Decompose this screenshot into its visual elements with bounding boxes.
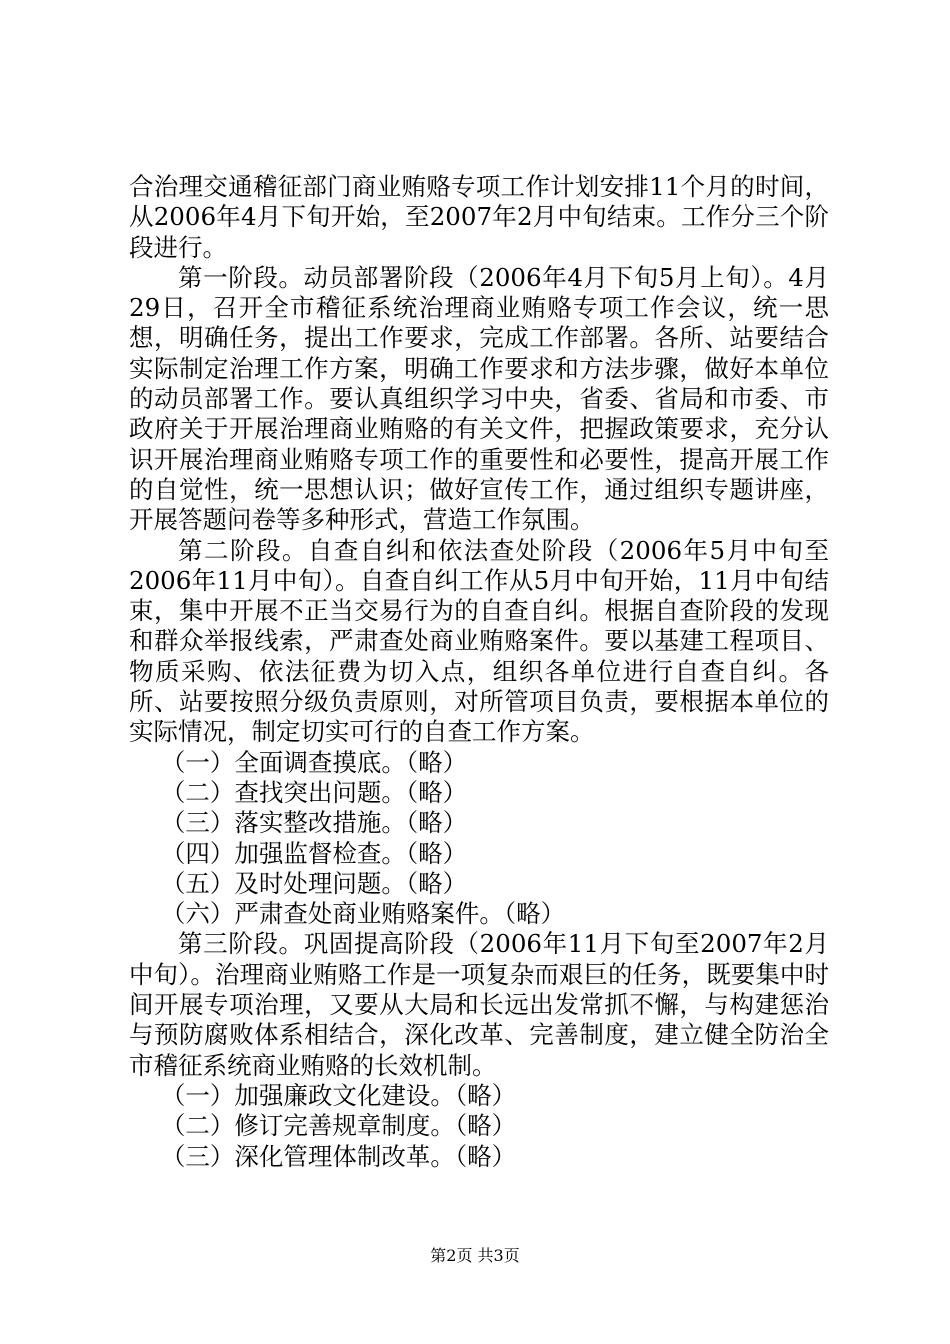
stage2-item: （五）及时处理问题。（略） [160, 868, 468, 898]
stage2-item: （六）严肃查处商业贿赂案件。（略） [160, 899, 566, 929]
stage3-paragraph: 第三阶段。巩固提高阶段（2006年11月下旬至2007年2月中旬）。治理商业贿赂工作是一项复杂而艰巨的任务，既要集中时间开展专项治理，又要从大局和长远出发常抓不懈，与构建惩治与预防腐败体系相结合，深化改革、完善制度，建立健全防治全市稽征系统商业贿赂的长效机制。 [129, 929, 829, 1080]
stage2-paragraph: 第二阶段。自查自纠和依法查处阶段（2006年5月中旬至2006年11月中旬）。自查自纠工作从5月中旬开始，11月中旬结束，集中开展不正当交易行为的自查自纠。根据自查阶段的发现和群众举报线索，严肃查处商业贿赂案件。要以基建工程项目、物质采购、依法征费为切入点，组织各单位进行自查自纠。各所、站要按照分级负责原则，对所管项目负责，要根据本单位的实际情况，制定切实可行的自查工作方案。 [129, 535, 829, 747]
intro-paragraph: 合治理交通稽征部门商业贿赂专项工作计划安排11个月的时间，从2006年4月下旬开始，至2007年2月中旬结束。工作分三个阶段进行。 [129, 172, 829, 262]
stage2-item: （四）加强监督检查。（略） [160, 838, 468, 868]
document-body [129, 172, 829, 1172]
stage2-item: （二）查找突出问题。（略） [160, 777, 468, 807]
stage3-item: （三）深化管理体制改革。（略） [160, 1141, 517, 1171]
stage3-item: （二）修订完善规章制度。（略） [160, 1111, 517, 1141]
stage1-paragraph: 第一阶段。动员部署阶段（2006年4月下旬5月上旬）。4月29日，召开全市稽征系统治理商业贿赂专项工作会议，统一思想，明确任务，提出工作要求，完成工作部署。各所、站要结合实际制定治理工作方案，明确工作要求和方法步骤，做好本单位的动员部署工作。要认真组织学习中央，省委、省局和市委、市政府关于开展治理商业贿赂的有关文件，把握政策要求，充分认识开展治理商业贿赂专项工作的重要性和必要性，提高开展工作的自觉性，统一思想认识；做好宣传工作，通过组织专题讲座，开展答题问卷等多种形式，营造工作氛围。 [129, 262, 829, 535]
page-number-footer: 第2页 共3页 [430, 1246, 520, 1265]
stage2-item: （三）落实整改措施。（略） [160, 808, 468, 838]
stage2-item: （一）全面调查摸底。（略） [160, 747, 468, 777]
stage3-item: （一）加强廉政文化建设。（略） [160, 1080, 517, 1110]
